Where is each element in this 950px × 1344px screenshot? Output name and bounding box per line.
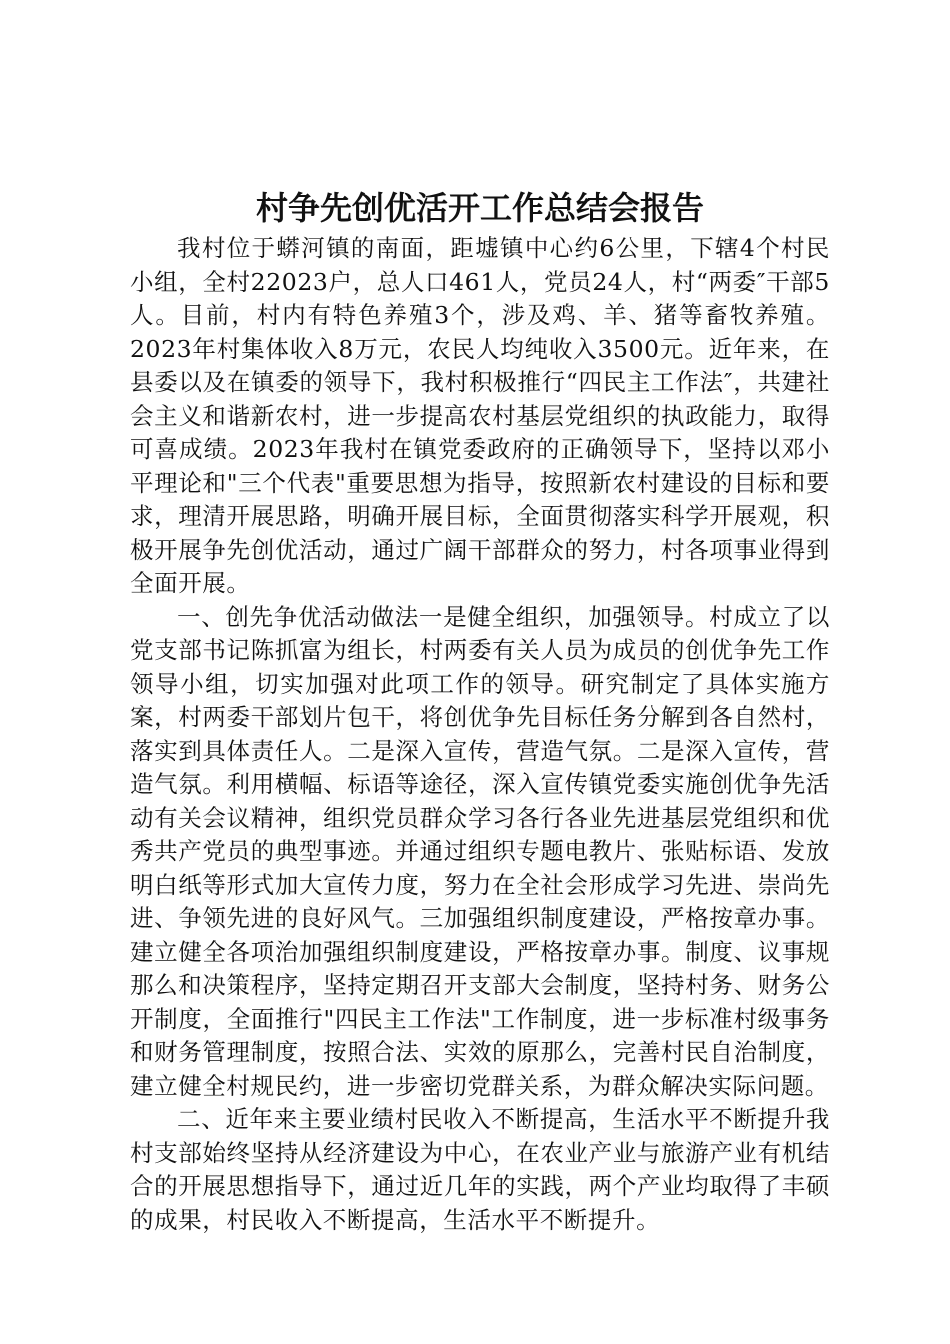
document-title: 村争先创优活开工作总结会报告 bbox=[255, 189, 704, 227]
paragraph-section-one: 一、创先争优活动做法一是健全组织，加强领导。村成立了以党支部书记陈抓富为组长，村两委有关人员为成员的创优争先工作领导小组，切实加强对此项工作的领导。研究制定了具体实施方案，村两委干部划片包干，将创优争先目标任务分解到各自然村，落实到具体责任人。二是深入宣传，营造气氛。二是深入宣传，营造气氛。利用横幅、标语等途径，深入宣传镇党委实施创优争先活动有关会议精神，组织党员群众学习各行各业先进基层党组织和优秀共产党员的典型事迹。并通过组织专题电教片、张贴标语、发放明白纸等形式加大宣传力度，努力在全社会形成学习先进、崇尚先进、争领先进的良好风气。三加强组织制度建设，严格按章办事。建立健全各项治加强组织制度建设，严格按章办事。制度、议事规那么和决策程序，坚持定期召开支部大会制度，坚持村务、财务公开制度，全面推行"四民主工作法"工作制度，进一步标准村级事务和财务管理制度，按照合法、实效的原那么，完善村民自治制度，建立健全村规民约，进一步密切党群关系，为群众解决实际问题。 bbox=[130, 602, 830, 1100]
paragraph-section-two: 二、近年来主要业绩村民收入不断提高，生活水平不断提升我村支部始终坚持从经济建设为中心，在农业产业与旅游产业有机结合的开展思想指导下，通过近几年的实践，两个产业均取得了丰硕的成果，村民收入不断提高，生活水平不断提升。 bbox=[130, 1105, 830, 1234]
paragraph-intro: 我村位于蟒河镇的南面，距墟镇中心约6公里，下辖4个村民小组，全村22023户，总人口461人，党员24人，村“两委″干部5人。目前，村内有特色养殖3个，涉及鸡、羊、猪等畜牧养殖。2023年村集体收入8万元，农民人均纯收入3500元。近年来，在县委以及在镇委的领导下，我村积极推行“四民主工作法″，共建社会主义和谐新农村，进一步提高农村基层党组织的执政能力，取得可喜成绩。2023年我村在镇党委政府的正确领导下，坚持以邓小平理论和"三个代表"重要思想为指导，按照新农村建设的目标和要求，理清开展思路，明确开展目标，全面贯彻落实科学开展观，积极开展争先创优活动，通过广阔干部群众的努力，村各项事业得到全面开展。 bbox=[130, 234, 830, 597]
document-body bbox=[130, 232, 830, 1237]
